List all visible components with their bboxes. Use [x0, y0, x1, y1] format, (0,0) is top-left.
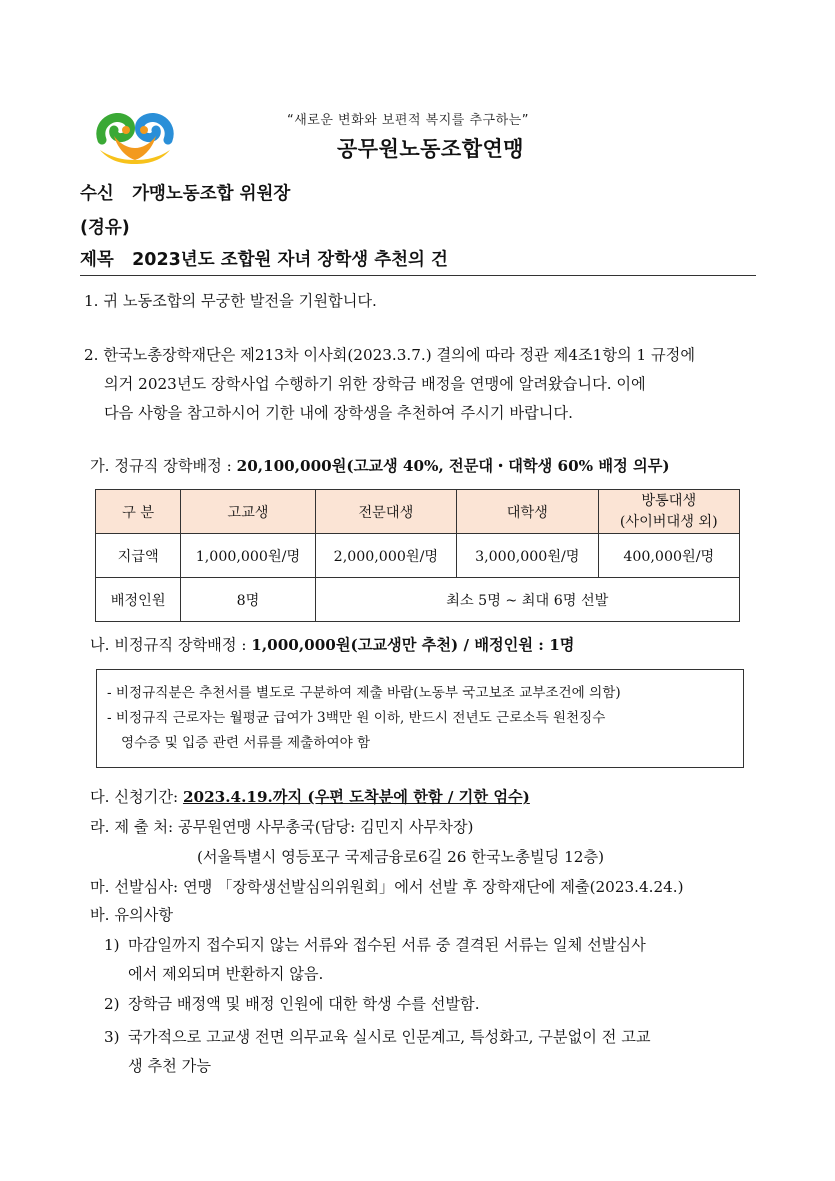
- table-header-cell-line1: 방통대생: [641, 492, 697, 509]
- notes-heading: 바. 유의사항: [90, 906, 174, 924]
- table-cell: 1,000,000원/명: [181, 534, 315, 578]
- recipient: 가맹노동조합 위원장: [132, 184, 291, 204]
- table-header-row: [96, 490, 740, 534]
- table-row: [96, 578, 740, 622]
- table-row: [96, 534, 740, 578]
- application-period-label: 다. 신청기간:: [90, 788, 183, 806]
- list-item: [104, 990, 760, 1019]
- via-line: (경유): [80, 218, 130, 238]
- selection-review-line: 마. 선발심사: 연맹 「장학생선발심의위원회」에서 선발 후 장학재단에 제출(2023.4.24.): [90, 878, 684, 896]
- regular-scholarship-line: [90, 452, 670, 481]
- application-period-line: [90, 783, 530, 812]
- list-item-number: 2): [104, 995, 120, 1013]
- irregular-scholarship-amount: 1,000,000원(고교생만 추천) / 배정인원 : 1명: [251, 636, 575, 654]
- subject-label: 제목: [80, 250, 114, 270]
- list-item-text: 국가적으로 고교생 전면 의무교육 실시로 인문계고, 특성화고, 구분없이 전 고교: [128, 1028, 651, 1046]
- table-cell: 최소 5명 ~ 최대 6명 선발: [315, 578, 739, 622]
- table-cell: 2,000,000원/명: [315, 534, 456, 578]
- organization-name: 공무원노동조합연맹: [337, 137, 525, 161]
- subject: 2023년도 조합원 자녀 장학생 추천의 건: [132, 250, 448, 270]
- list-item-text: 생 추천 가능: [128, 1057, 212, 1075]
- list-item: [104, 1023, 760, 1081]
- paragraph-2: [84, 341, 760, 428]
- table-header-cell: 대학생: [457, 490, 598, 534]
- note-line: 영수증 및 입증 관련 서류를 제출하여야 함: [121, 735, 371, 751]
- table-cell: 지급액: [96, 534, 181, 578]
- list-item-number: 1): [104, 936, 120, 954]
- list-item: [104, 931, 760, 989]
- slogan: “새로운 변화와 보편적 복지를 추구하는”: [287, 113, 529, 128]
- union-logo-icon: [92, 110, 178, 166]
- note-line: - 비정규직분은 추천서를 별도로 구분하여 제출 바람(노동부 국고보조 교부조건에 의함): [107, 685, 621, 701]
- note-box: [96, 669, 744, 768]
- irregular-scholarship-line: [90, 631, 574, 660]
- paragraph-2-line1: 2. 한국노총장학재단은 제213차 이사회(2023.3.7.) 결의에 따라 정관 제4조1항의 1 규정에: [84, 346, 696, 364]
- list-item-text: 마감일까지 접수되지 않는 서류와 접수된 서류 중 결격된 서류는 일체 선발심사: [128, 936, 646, 954]
- table-cell: 400,000원/명: [598, 534, 739, 578]
- recipient-label: 수신: [80, 184, 114, 204]
- table-header-cell: 전문대생: [315, 490, 456, 534]
- recipient-line: [80, 180, 290, 205]
- irregular-scholarship-label: 나. 비정규직 장학배정 :: [90, 636, 252, 654]
- paragraph-2-line3: 다음 사항을 참고하시어 기한 내에 장학생을 추천하여 주시기 바랍니다.: [104, 404, 573, 422]
- list-item-text: 에서 제외되며 반환하지 않음.: [128, 965, 324, 983]
- note-line: - 비정규직 근로자는 월평균 급여가 3백만 원 이하, 반드시 전년도 근로소득 원천징수: [107, 710, 606, 726]
- paragraph-2-line2: 의거 2023년도 장학사업 수행하기 위한 장학금 배정을 연맹에 알려왔습니다. 이에: [104, 375, 646, 393]
- table-cell: 3,000,000원/명: [457, 534, 598, 578]
- table-header-cell-line2: (사이버대생 외): [619, 513, 718, 530]
- submission-address: (서울특별시 영등포구 국제금융로6길 26 한국노총빌딩 12층): [197, 848, 605, 866]
- table-header-cell: 고교생: [181, 490, 315, 534]
- regular-scholarship-amount: 20,100,000원(고교생 40%, 전문대・대학생 60% 배정 의무): [236, 457, 670, 475]
- table-cell: 8명: [181, 578, 315, 622]
- table-header-cell: [598, 490, 739, 534]
- table-header-cell: 구 분: [96, 490, 181, 534]
- table-cell: 배정인원: [96, 578, 181, 622]
- submission-place-line: 라. 제 출 처: 공무원연맹 사무총국(담당: 김민지 사무차장): [90, 818, 474, 836]
- list-item-text: 장학금 배정액 및 배정 인원에 대한 학생 수를 선발함.: [128, 995, 480, 1013]
- regular-scholarship-label: 가. 정규직 장학배정 :: [90, 457, 237, 475]
- header-divider: [80, 275, 756, 276]
- paragraph-1: 1. 귀 노동조합의 무궁한 발전을 기원합니다.: [84, 292, 377, 310]
- list-item-number: 3): [104, 1028, 120, 1046]
- subject-line: [80, 246, 448, 271]
- scholarship-table: [95, 489, 740, 622]
- application-deadline: 2023.4.19.까지 (우편 도착분에 한함 / 기한 엄수): [182, 788, 530, 806]
